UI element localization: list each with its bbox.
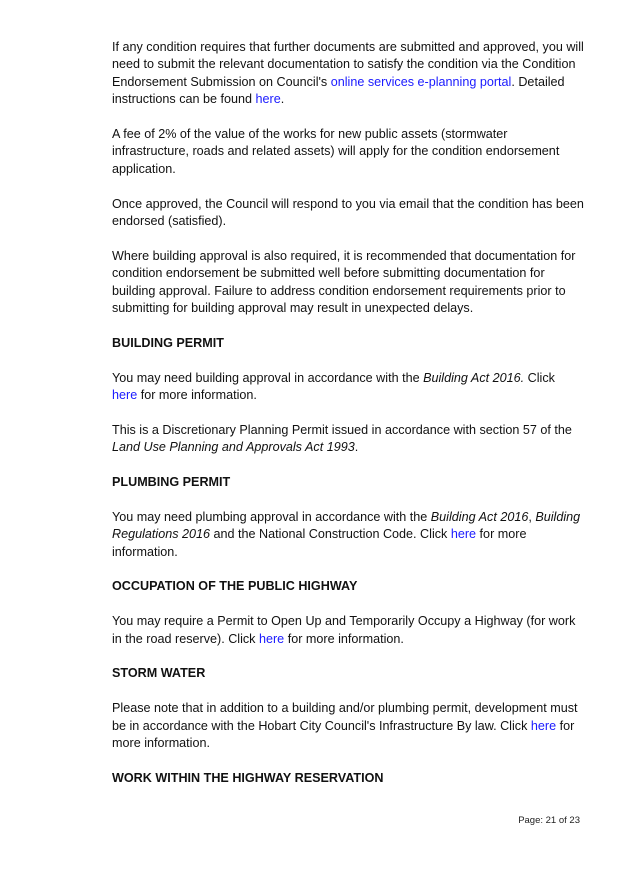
- occupation-here-link[interactable]: here: [258, 631, 285, 646]
- highway-reservation-heading: WORK WITHIN THE HIGHWAY RESERVATION: [112, 770, 384, 785]
- discretionary-permit-paragraph: This is a Discretionary Planning Permit issued in accordance with section 57 of the Land Use Planning and Approvals Act 1993.: [112, 422, 572, 455]
- approval-response-paragraph: Once approved, the Council will respond to you via email that the condition has been endorsed (satisfied).: [112, 196, 584, 229]
- condition-submission-paragraph: If any condition requires that further documents are submitted and approved, you will need to submit the relevant documentation to satisfy the condition via the Condition Endorsement Submission on Council's online services e-planning portal. Detailed instructions can be found here.: [112, 40, 584, 107]
- page-number: Page: 21 of 23: [518, 815, 580, 826]
- plumbing-permit-here-link[interactable]: here: [450, 527, 477, 542]
- occupation-paragraph: You may require a Permit to Open Up and Temporarily Occupy a Highway (for work in the road reserve). Click here for more information.: [112, 614, 576, 646]
- building-permit-here-link[interactable]: here: [112, 388, 138, 403]
- plumbing-permit-heading: PLUMBING PERMIT: [112, 475, 231, 490]
- e-planning-portal-link[interactable]: online services e-planning portal: [330, 74, 512, 89]
- storm-water-paragraph: Please note that in addition to a building and/or plumbing permit, development must be in accordance with the Hobart City Council's Infrastructure By law. Click here for more information.: [112, 701, 578, 751]
- storm-water-heading: STORM WATER: [112, 666, 206, 681]
- fee-paragraph: A fee of 2% of the value of the works for new public assets (stormwater infrastructure, roads and related assets) will apply for the condition endorsement application.: [112, 127, 560, 176]
- building-permit-paragraph: You may need building approval in accordance with the Building Act 2016. Click here for more information.: [112, 370, 555, 403]
- document-body: [112, 39, 584, 787]
- building-approval-advice-paragraph: Where building approval is also required, it is recommended that documentation for condition endorsement be submitted well before submitting documentation for building approval. Failure to address condition endorsement requirements prior to submitting for building approval may result in unexpected delays.: [112, 248, 576, 316]
- occupation-heading: OCCUPATION OF THE PUBLIC HIGHWAY: [112, 579, 358, 594]
- instructions-here-link[interactable]: here: [255, 92, 281, 107]
- plumbing-permit-paragraph: You may need plumbing approval in accordance with the Building Act 2016, Building Regulations 2016 and the National Construction Code. Click here for more information.: [112, 509, 581, 559]
- storm-water-here-link[interactable]: here: [530, 718, 557, 733]
- building-permit-heading: BUILDING PERMIT: [112, 335, 224, 350]
